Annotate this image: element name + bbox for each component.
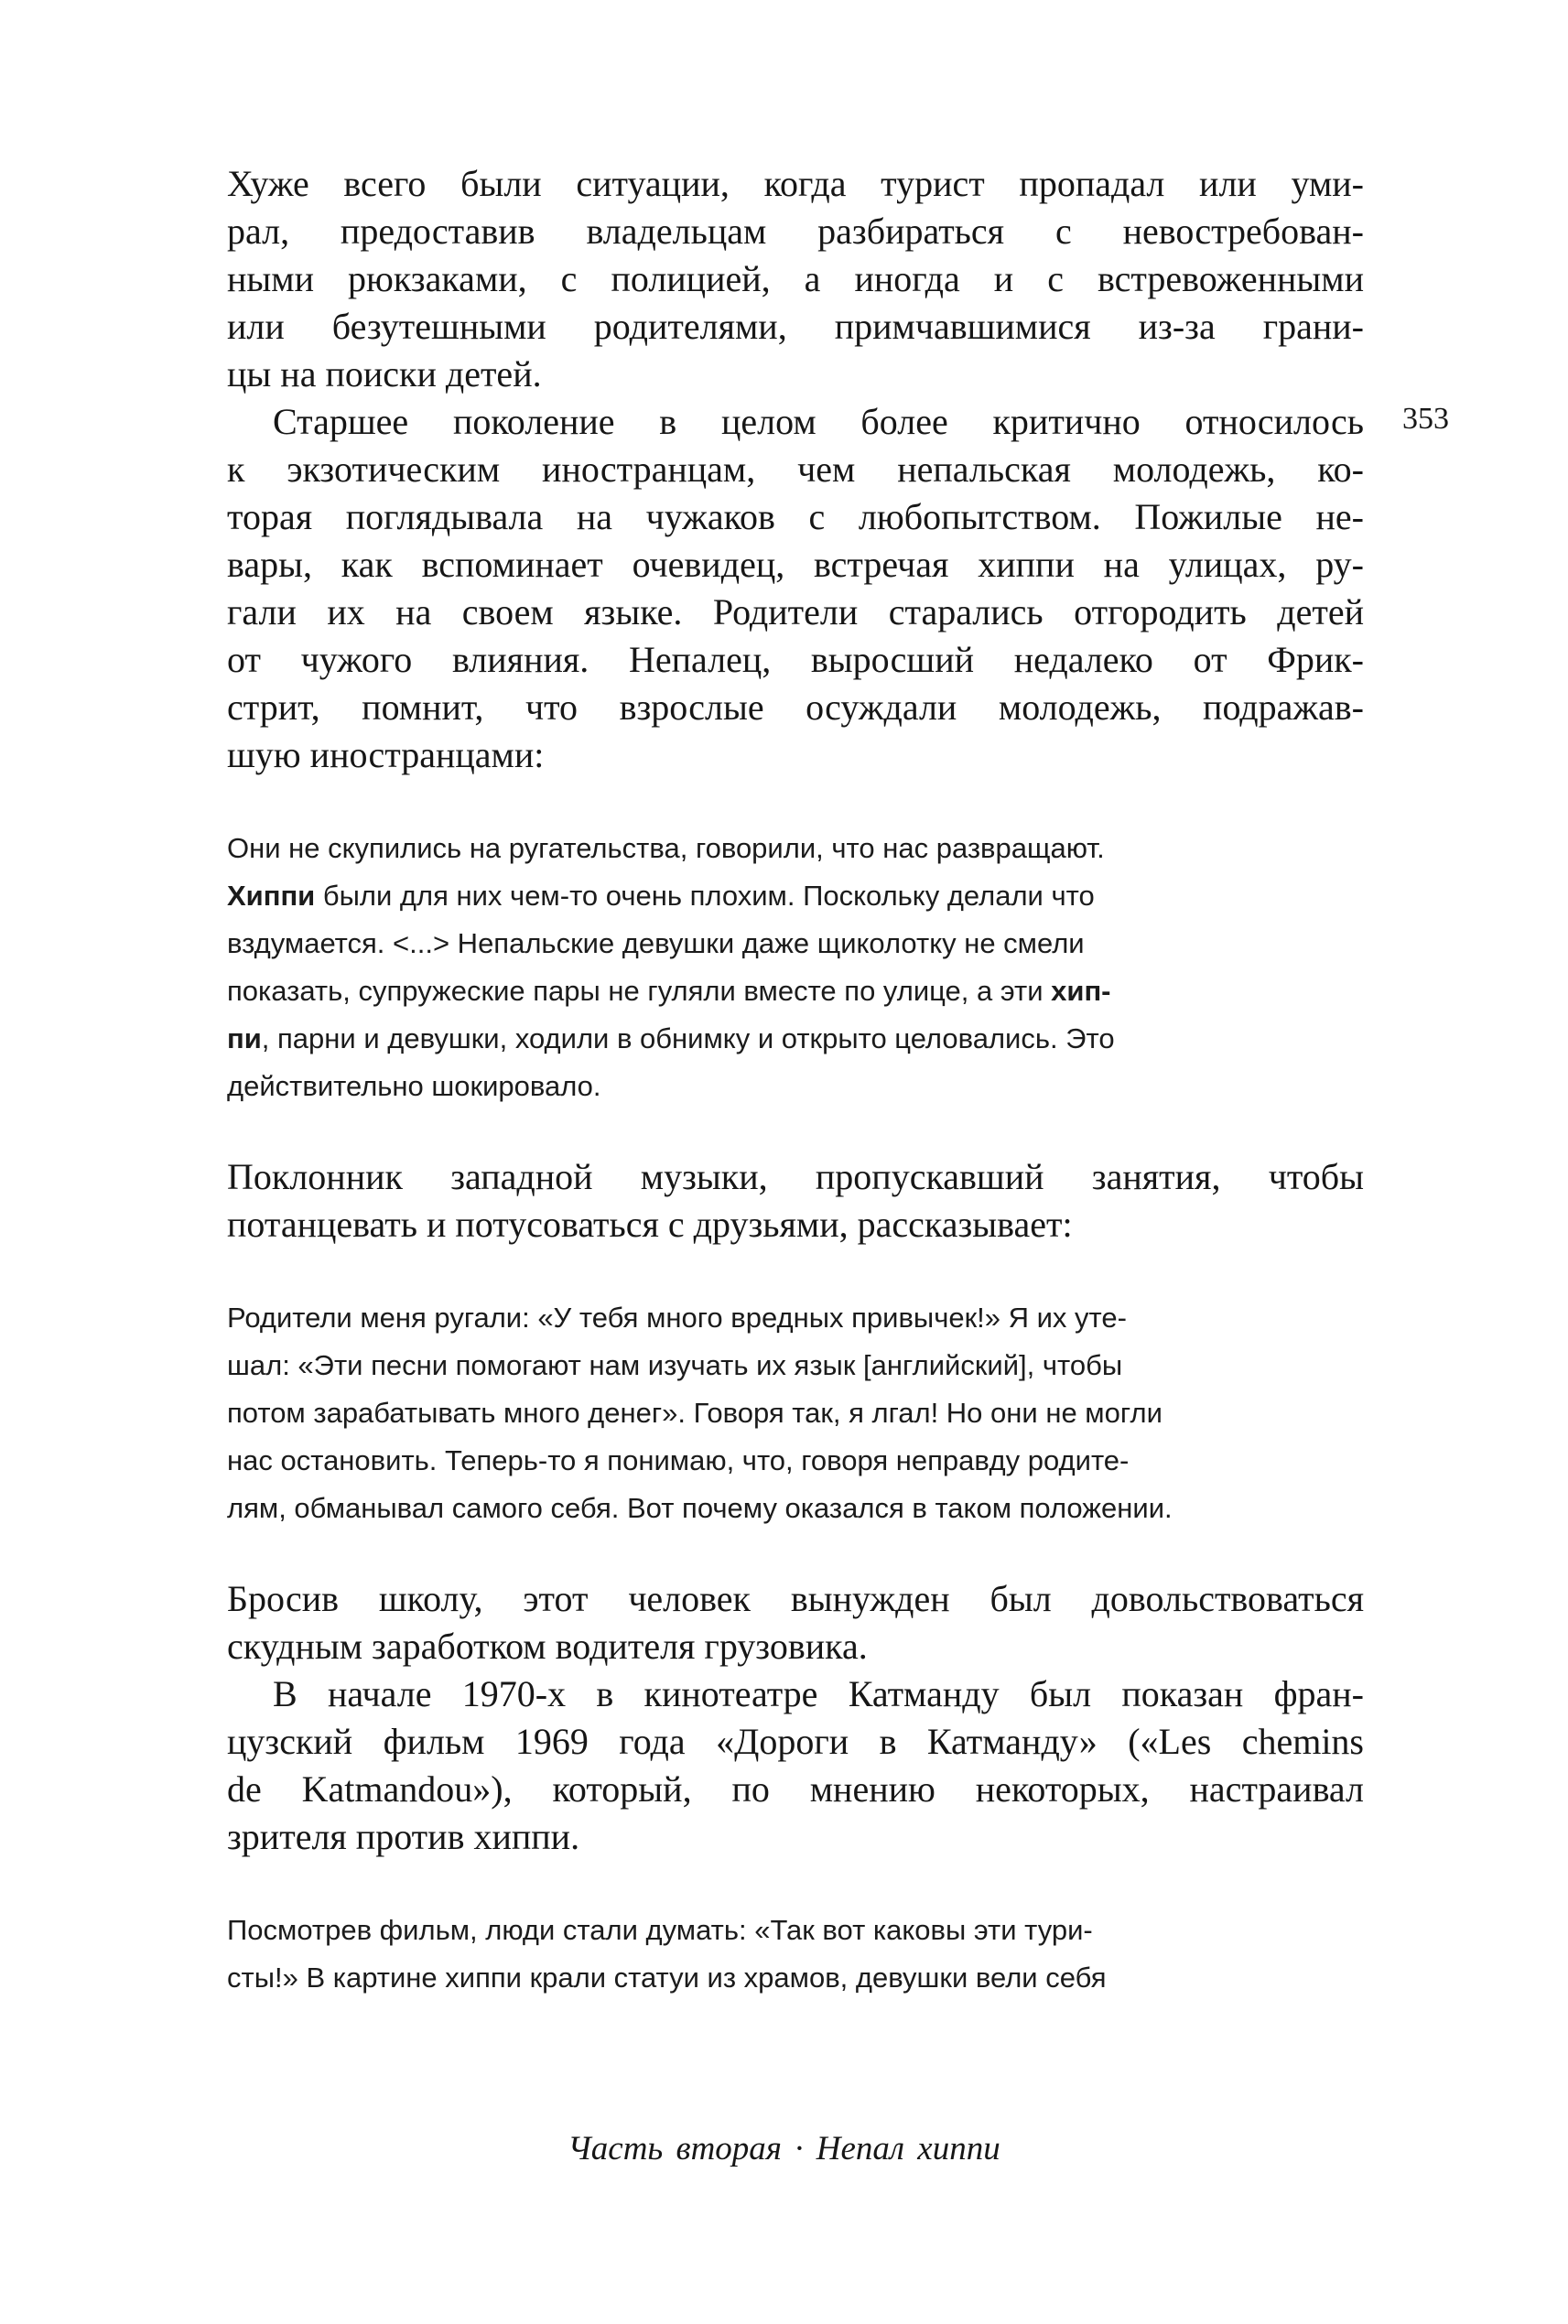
text-line: Хиппи были для них чем-то очень плохим. Поскольку делали что xyxy=(227,880,1095,912)
text-line: потом зарабатывать много денег». Говоря так, я лгал! Но они не могли xyxy=(227,1397,1162,1429)
text-line: Посмотрев фильм, люди стали думать: «Так вот каковы эти тури- xyxy=(227,1914,1093,1946)
text-line: лям, обманывал самого себя. Вот почему оказался в таком положении. xyxy=(227,1492,1173,1524)
text-line: пи, парни и девушки, ходили в обнимку и открыто целовались. Это xyxy=(227,1022,1115,1054)
running-footer xyxy=(0,2128,1568,2170)
paragraph xyxy=(227,1575,1364,1670)
text-line: ными рюкзаками, с полицией, а иногда и с встревоженными xyxy=(227,258,1364,299)
text-line: действительно шокировало. xyxy=(227,1070,601,1102)
text-line: В начале 1970-х в кинотеатре Катманду был показан фран- xyxy=(273,1673,1364,1714)
text-line: стрит, помнит, что взрослые осуждали молодежь, подражав- xyxy=(227,686,1364,728)
block-quote xyxy=(227,1907,1202,2002)
text-line: Поклонник западной музыки, пропускавший занятия, чтобы xyxy=(227,1156,1364,1197)
text-line: гали их на своем языке. Родители старались отгородить детей xyxy=(227,591,1364,632)
text-line: Бросив школу, этот человек вынужден был довольствоваться xyxy=(227,1578,1364,1619)
text-line: рал, предоставив владельцам разбираться с невостребован- xyxy=(227,211,1364,252)
text-line: Они не скупились на ругательства, говорили, что нас развращают. xyxy=(227,832,1105,864)
text-line: цузский фильм 1969 года «Дороги в Катманду» («Les chemins xyxy=(227,1721,1364,1762)
text-line: торая поглядывала на чужаков с любопытством. Пожилые не- xyxy=(227,496,1364,537)
text-line: шую иностранцами: xyxy=(227,734,545,775)
text-line: от чужого влияния. Непалец, выросший недалеко от Фрик- xyxy=(227,639,1364,680)
page-content xyxy=(227,0,1364,2002)
paragraph xyxy=(227,1153,1364,1248)
text-line: к экзотическим иностранцам, чем непальская молодежь, ко- xyxy=(227,449,1364,490)
text-line: цы на поиски детей. xyxy=(227,353,542,395)
text-line: Хуже всего были ситуации, когда турист пропадал или уми- xyxy=(227,163,1364,204)
page-number: 353 xyxy=(1402,402,1449,436)
text-line: зрителя против хиппи. xyxy=(227,1816,580,1857)
text-line: Старшее поколение в целом более критично относилось xyxy=(273,401,1364,442)
paragraph xyxy=(227,398,1364,779)
text-line: сты!» В картине хиппи крали статуи из храмов, девушки вели себя xyxy=(227,1962,1107,1994)
paragraph xyxy=(227,1670,1364,1861)
footer-text: Часть вторая · Непал хиппи xyxy=(568,2130,1000,2167)
text-line: de Katmandou»), который, по мнению некоторых, настраивал xyxy=(227,1768,1364,1810)
text-line: шал: «Эти песни помогают нам изучать их язык [английский], чтобы xyxy=(227,1349,1123,1381)
block-quote xyxy=(227,825,1202,1110)
text-line: вары, как вспоминает очевидец, встречая хиппи на улицах, ру- xyxy=(227,544,1364,585)
text-line: или безутешными родителями, примчавшимися из-за грани- xyxy=(227,306,1364,347)
text-line: показать, супружеские пары не гуляли вместе по улице, а эти хип- xyxy=(227,975,1111,1007)
paragraph xyxy=(227,160,1364,398)
text-line: вздумается. <...> Непальские девушки даже щиколотку не смели xyxy=(227,927,1085,959)
text-line: скудным заработком водителя грузовика. xyxy=(227,1626,868,1667)
text-line: потанцевать и потусоваться с друзьями, рассказывает: xyxy=(227,1204,1073,1245)
text-line: Родители меня ругали: «У тебя много вредных привычек!» Я их уте- xyxy=(227,1302,1127,1334)
text-line: нас остановить. Теперь-то я понимаю, что, говоря неправду родите- xyxy=(227,1444,1130,1476)
block-quote xyxy=(227,1294,1202,1532)
